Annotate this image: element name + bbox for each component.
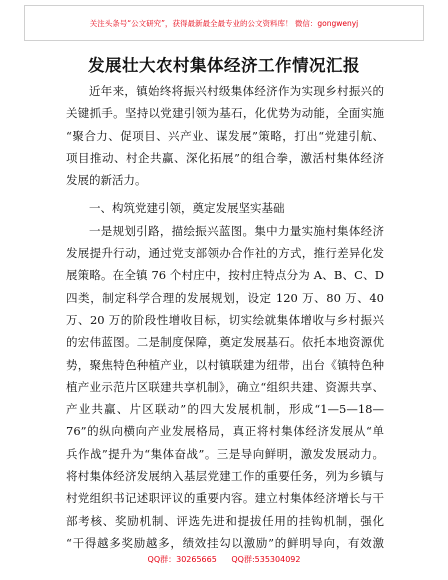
- footer: [0, 554, 448, 565]
- document-title: 发展壮大农村集体经济工作情况汇报: [88, 56, 360, 75]
- promo-banner-text: 关注头条号“公文研究”，获得最新最全最专业的公文资料库！ 微信：gongwenyj: [89, 19, 359, 28]
- body-line: 一、构筑党建引领，奠定发展坚实基础: [89, 201, 285, 216]
- body-line: 发展的新活力。: [66, 173, 147, 188]
- body-line: 发展提升行动，通过党支部领办合作社的方式，推行差异化发: [66, 246, 384, 261]
- body-line: 植产业示范片区联建共享机制》，确立“组织共建、资源共享、: [66, 379, 384, 394]
- body-line: 势，聚焦特色种植产业，以村镇联建为纽带，出台《镇特色种: [66, 357, 384, 372]
- body-line: 兵作战”提升为“集体奋战”。三是导向鲜明，激发发展动力。: [66, 446, 384, 461]
- body-line: “聚合力、促项目、兴产业、谋发展”策略，打出“党建引航、: [66, 128, 384, 143]
- body-line: 万、20 万的阶段性增收目标，切实绘就集体增收与乡村振兴: [66, 312, 384, 327]
- promo-banner: [24, 5, 424, 41]
- body-line: “干得越多奖励越多，绩效挂勾以激励”的鲜明导向，有效激: [66, 535, 384, 550]
- body-line: 四类，制定科学合理的发展规划，设定 120 万、80 万、40: [66, 290, 384, 305]
- body-line: 展策略。在全镇 76 个村庄中，按村庄特点分为 A、B、C、D: [66, 268, 384, 283]
- body-line: 的宏伟蓝图。二是制度保障，奠定发展基石。依托本地资源优: [66, 335, 384, 350]
- body-line: 村党组织书记述职评议的重要内容。建立村集体经济增长与干: [66, 491, 384, 506]
- document-body: [66, 80, 384, 554]
- body-line: 部考核、奖励机制、评选先进和提拔任用的挂钩机制，强化: [66, 513, 384, 528]
- body-line: 76”的纵向横向产业发展格局，真正将村集体经济发展从“单: [66, 424, 384, 439]
- body-line: 一是规划引路，描绘振兴蓝图。集中力量实施村集体经济: [89, 223, 384, 238]
- body-line: 关键抓手。坚持以党建引领为基石，化优势为动能，全面实施: [66, 106, 384, 121]
- body-line: 产业共赢、片区联动”的四大发展机制，形成“1—5—18—: [66, 402, 384, 417]
- footer-qq-group-1: QQ群：30265665: [147, 555, 217, 564]
- footer-qq-group-2: QQ群:535304092: [231, 555, 301, 564]
- body-line: 将村集体经济发展纳入基层党建工作的重要任务，列为乡镇与: [66, 469, 384, 484]
- body-line: 项目推动、村企共赢、深化拓展”的组合拳，激活村集体经济: [66, 150, 384, 165]
- body-line: 近年来，镇始终将振兴村级集体经济作为实现乡村振兴的: [89, 84, 384, 98]
